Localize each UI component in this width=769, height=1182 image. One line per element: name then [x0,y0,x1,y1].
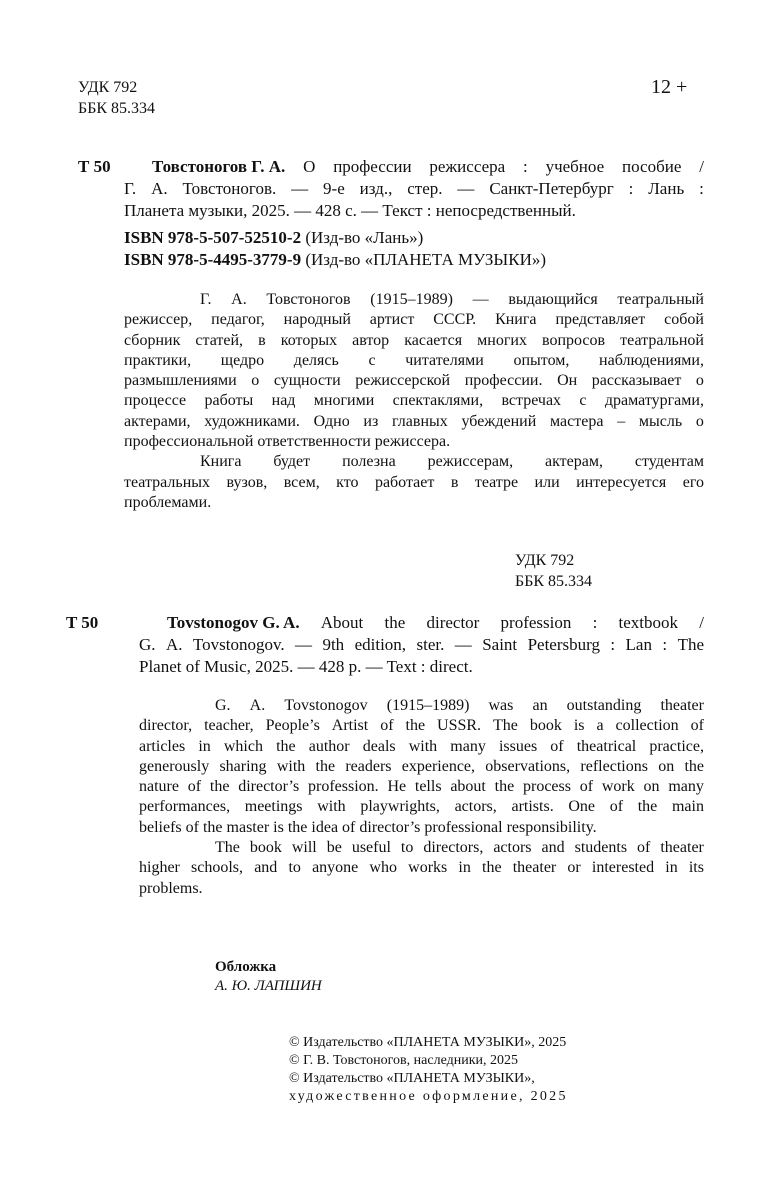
word: on [643,778,660,796]
word: СССР. [433,311,477,329]
word: сборник [124,331,181,349]
word: He [387,778,407,796]
word: читателями [405,351,484,369]
bbk-code: ББК 85.334 [78,100,156,117]
word: из [363,412,379,430]
word: будет [273,453,311,471]
copyright-line: © Г. В. Товстоногов, наследники, 2025 [289,1053,518,1068]
word: Лань [648,179,685,198]
entry-ru-w2: режиссера [429,157,506,176]
word: Санкт-Петербург [489,179,614,198]
word: сущности [273,372,341,390]
word: actors, [454,798,497,816]
word: делясь [293,351,339,369]
copyright-line: © Издательство «ПЛАНЕТА МУЗЫКИ», 2025 [289,1035,567,1050]
word: Petersburg [527,635,600,654]
word: USSR. [437,717,482,735]
word: кто [336,473,359,491]
word: о [695,372,704,390]
word: или [534,473,560,491]
abstract-en-line [139,696,704,716]
word: One [568,798,596,816]
word: interested [591,859,655,877]
word: playwrights, [360,798,440,816]
abstract-en-line [139,858,704,878]
word: schools, [191,859,244,877]
word: мастера [550,412,604,430]
word: sharing [219,757,267,775]
word: Г. [200,291,212,308]
word: : [628,179,634,198]
word: directors, [423,839,484,857]
word: works [408,859,448,877]
word: who [369,859,397,877]
copyright-line: © Издательство «ПЛАНЕТА МУЗЫКИ», [289,1071,535,1086]
abstract-ru-line [124,371,704,391]
word: A. [249,697,266,714]
word: театральный [617,291,704,308]
isbn-lan-publisher: (Изд-во «Лань») [305,228,424,247]
word: — [457,179,475,198]
word: nature [139,778,179,796]
abstract-en-line: problems. [139,879,203,897]
word: the [482,859,502,877]
word: Книга [200,453,242,471]
bibliographic-entry-en [139,612,704,678]
bibliographic-entry-ru [124,156,704,222]
word: students [574,839,628,857]
word: опытом, [513,351,570,369]
word: theater [660,697,704,714]
word: автор [352,331,390,349]
word: педагог, [211,311,265,329]
word: with [317,798,346,816]
word: articles [139,737,186,755]
abstract-ru-line: профессиональной ответственности режиссера. [124,433,451,451]
word: профессии. [464,372,543,390]
word: — [291,179,309,198]
word: мысль [638,412,683,430]
word: работает [374,473,435,491]
word: readers [345,757,392,775]
abstract-en-line: beliefs of the master is the idea of director’s professional responsibility. [139,818,597,836]
word: театральных [124,473,210,491]
word: Tovstonogov [284,697,368,714]
entry-ru-w5: пособие [622,157,682,176]
entry-ru-w0: О [303,157,316,176]
word: People’s [265,717,320,735]
word: главных [392,412,448,430]
word: Lan [625,635,652,654]
word: многих [477,331,527,349]
entry-ru-line2 [124,178,704,200]
abstract-ru-line [124,331,704,351]
abstract-ru-line [124,473,704,493]
author-mark-ru: Т 50 [78,157,111,176]
word: : [662,635,668,654]
copyright-block [289,1034,568,1106]
word: размышлениями [124,372,237,390]
word: collection [615,717,679,735]
isbn-lan-number: ISBN 978-5-507-52510-2 [124,228,302,247]
word: полезна [342,453,396,471]
word: в [450,473,459,491]
author-mark-en: T 50 [66,613,99,632]
isbn-lan [124,227,546,249]
word: its [688,859,704,877]
word: Tovstonogov. [192,635,285,654]
word: in [665,859,678,877]
udk-code-en: УДК 792 [515,552,575,569]
word: on [658,757,675,775]
word: of [609,798,624,816]
word: театральной [620,331,704,349]
word: The [677,635,704,654]
word: process [522,778,571,796]
word: theater [512,859,557,877]
word: А. [231,291,247,308]
isbn-block [124,227,546,271]
abstract-en-line [139,737,704,757]
abstract-en-line [139,757,704,777]
isbn-planeta-number: ISBN 978-5-4495-3779-9 [124,250,302,269]
word: собой [664,311,704,329]
word: experience, [401,757,476,775]
entry-en-w4: : [592,613,598,632]
word: theatrical [576,737,637,755]
word: : [610,635,616,654]
word: — [472,291,489,308]
word: about [450,778,486,796]
word: generously [139,757,210,775]
abstract-ru-line [124,351,704,371]
entry-ru-w3: : [523,157,528,176]
word: наблюдениями, [599,351,704,369]
age-rating: 12 + [651,76,688,98]
word: is [573,717,585,735]
word: Он [557,372,578,390]
entry-ru-w4: учебное [545,157,605,176]
word: художниками. [204,412,300,430]
word: процессе [124,392,187,410]
word: of [187,778,202,796]
word: G. [139,635,156,654]
entry-ru-line3: Планета музыки, 2025. — 428 с. — Текст : непосредственный. [124,201,576,220]
word: main [671,798,704,816]
word: с [368,351,376,369]
word: изд., [359,179,393,198]
entry-en-w3: profession [500,613,572,632]
word: many [450,737,486,755]
word: to [400,839,414,857]
word: useful [351,839,391,857]
word: режиссерской [355,372,451,390]
abstract-ru-line [124,452,704,472]
word: and [254,859,278,877]
word: А. [151,179,168,198]
word: of [380,717,394,735]
word: to [288,859,301,877]
word: director, [139,717,193,735]
word: meetings [244,798,303,816]
word: in [458,859,471,877]
word: (1915–1989) [370,291,453,308]
word: which [223,737,263,755]
abstract-ru-line [124,391,704,411]
word: актерами, [124,412,191,430]
cover-credit [215,958,322,996]
word: над [271,392,296,410]
word: book [249,839,282,857]
word: (1915–1989) [386,697,470,714]
word: убеждений [461,412,537,430]
entry-en-w6: / [699,613,704,632]
word: The [493,717,518,735]
word: драматургами, [604,392,704,410]
word: or [567,859,581,877]
bbk-code-en: ББК 85.334 [515,573,593,590]
word: actors [493,839,532,857]
entry-ru-w6: / [699,157,704,176]
word: practice, [649,737,704,755]
word: director’s [238,778,300,796]
entry-en-w2: director [426,613,480,632]
word: an [532,697,548,714]
word: в [258,331,266,349]
word: : [699,179,704,198]
word: практики, [124,351,192,369]
abstract-en-line [139,777,704,797]
word: with [408,737,438,755]
word: performances, [139,798,231,816]
word: его [682,473,704,491]
word: and [541,839,565,857]
word: театре [474,473,519,491]
word: ster. [416,635,445,654]
word: deals [362,737,396,755]
classification-codes [78,77,155,119]
abstract-en-line [139,716,704,736]
word: G. [215,697,231,714]
word: о [695,412,704,430]
word: the [209,778,230,796]
word: щедро [220,351,265,369]
word: — [295,635,313,654]
entry-en-line3: Planet of Music, 2025. — 428 p. — Text : direct. [139,657,473,676]
abstract-ru-line: проблемами. [124,493,212,511]
entry-en-w0: About [320,613,364,632]
word: встречах [501,392,562,410]
word: issues [498,737,538,755]
word: the [684,757,704,775]
word: anyone [312,859,359,877]
word: the [276,737,296,755]
word: многими [313,392,375,410]
word: Saint [482,635,518,654]
author-name-ru: Товстоногов Г. А. [152,157,286,176]
entry-en-w1: the [384,613,406,632]
copyright-design-line: художественное оформление, 2025 [289,1089,568,1104]
word: 9th [322,635,345,654]
word: статей, [195,331,244,349]
word: касается [404,331,463,349]
word: observations, [485,757,571,775]
word: Одно [313,412,350,430]
word: – [617,412,626,430]
word: a [596,717,604,735]
word: 9-е [323,179,345,198]
word: Книга [495,311,537,329]
word: режиссер, [124,311,193,329]
word: о [251,372,260,390]
word: Г. [124,179,137,198]
word: theater [660,839,704,857]
word: reflections [580,757,648,775]
word: артист [369,311,415,329]
word: the [315,757,336,775]
isbn-planeta [124,249,546,271]
word: in [198,737,211,755]
word: profession. [308,778,379,796]
word: вопросов [542,331,606,349]
abstract-ru [124,290,704,513]
word: режиссерам, [427,453,514,471]
cover-artist: А. Ю. ЛАПШИН [215,978,322,994]
word: was [488,697,514,714]
author-name-en: Tovstonogov G. A. [167,613,300,632]
word: the [494,778,515,796]
word: A. [165,635,183,654]
word: рассказывает [591,372,682,390]
word: студентам [634,453,704,471]
word: стер. [407,179,443,198]
word: of [637,839,651,857]
word: спектаклями, [392,392,484,410]
word: higher [139,859,180,877]
isbn-planeta-publisher: (Изд-во «ПЛАНЕТА МУЗЫКИ») [305,250,547,269]
word: актерам, [545,453,603,471]
word: Товстоногов. [182,179,277,198]
word: интересуется [576,473,667,491]
word: work [601,778,635,796]
word: of [550,737,564,755]
word: The [215,839,240,857]
word: которых [280,331,338,349]
word: author [308,737,350,755]
word: народный [283,311,351,329]
entry-en-line2 [139,634,704,656]
entry-ru-w1: профессии [333,157,412,176]
word: tells [414,778,442,796]
word: artists. [511,798,554,816]
cover-heading: Обложка [215,959,277,975]
abstract-en [139,696,704,899]
abstract-ru-line [124,290,704,310]
abstract-ru-line [124,310,704,330]
abstract-en-line [139,797,704,817]
word: the [405,717,426,735]
word: с [579,392,587,410]
word: book [529,717,562,735]
abstract-en-line [139,838,704,858]
word: выдающийся [508,291,598,308]
entry-en-w5: textbook [618,613,678,632]
word: many [668,778,704,796]
word: edition, [354,635,407,654]
entry-en-line1 [167,612,704,634]
word: will [291,839,317,857]
abstract-ru-line [124,412,704,432]
word: of [690,717,704,735]
classification-codes-en [515,550,592,592]
word: — [454,635,472,654]
word: outstanding [566,697,642,714]
word: Artist [331,717,369,735]
udk-code: УДК 792 [78,79,138,96]
word: with [276,757,306,775]
word: of [579,778,594,796]
entry-ru-line1 [152,156,704,178]
word: работы [204,392,254,410]
word: teacher, [204,717,254,735]
word: the [637,798,658,816]
word: всем, [283,473,320,491]
word: представляет [555,311,646,329]
word: be [326,839,342,857]
word: вузов, [226,473,268,491]
word: Товстоногов [266,291,351,308]
